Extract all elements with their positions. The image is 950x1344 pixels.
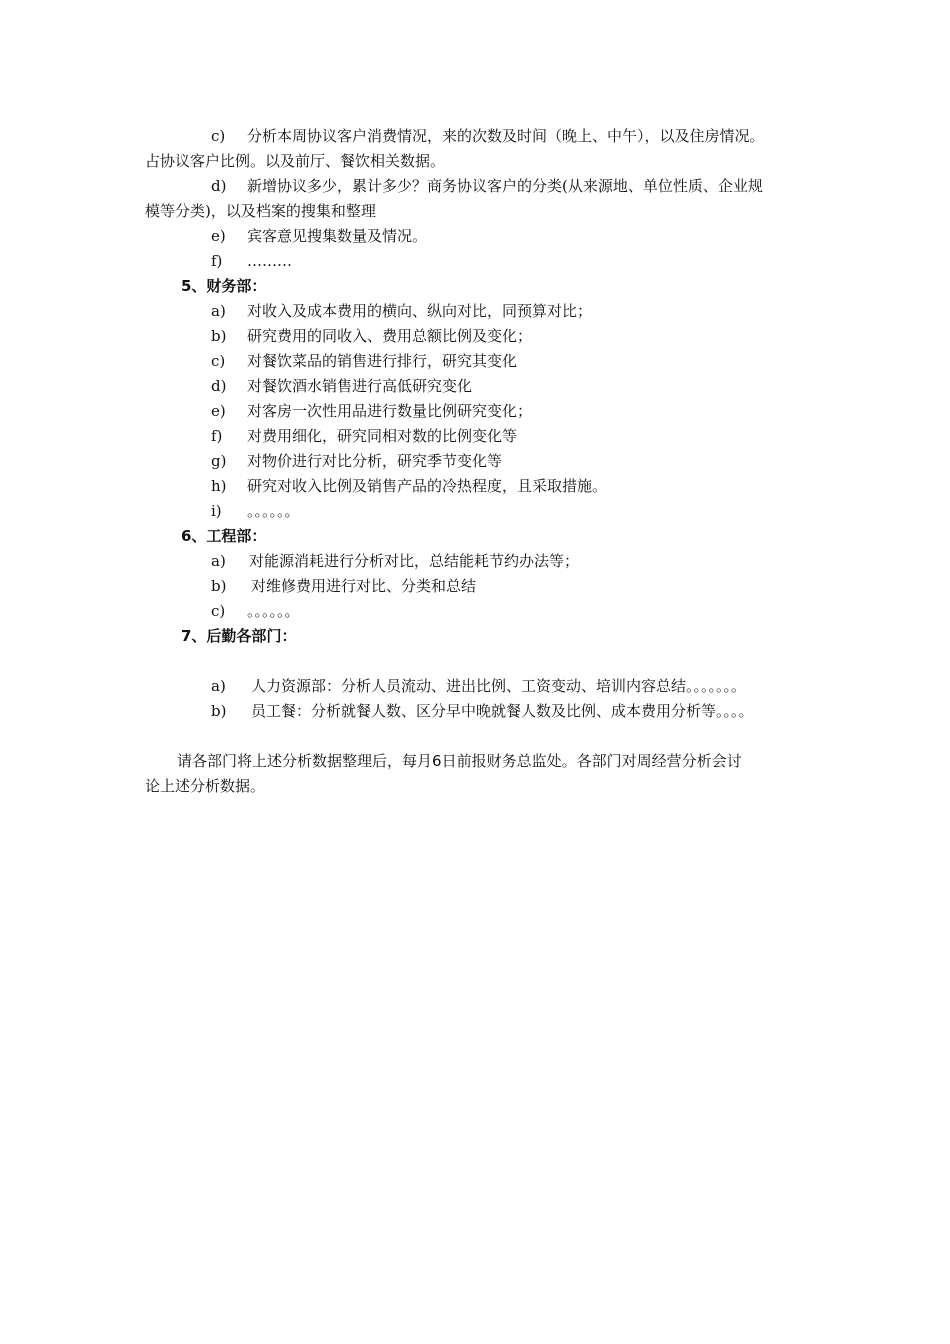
- list-marker: c): [211, 352, 226, 370]
- list-marker: b): [211, 327, 227, 345]
- list-text: 对费用细化，研究同相对数的比例变化等: [247, 427, 518, 445]
- list-marker: g): [211, 452, 227, 470]
- list-marker: a): [211, 677, 226, 695]
- list-text: 对物价进行对比分析，研究季节变化等: [247, 452, 503, 470]
- list-text: 对能源消耗进行分析对比，总结能耗节约办法等；: [249, 552, 580, 570]
- list-text: 分析本周协议客户消费情况，来的次数及时间（晚上、中午），以及住房情况。: [247, 127, 765, 145]
- list-text: 员工餐：分析就餐人数、区分早中晚就餐人数及比例、成本费用分析等。。。。: [251, 702, 754, 720]
- list-marker: b): [211, 702, 227, 720]
- list-text: 对餐饮菜品的销售进行排行，研究其变化: [247, 352, 518, 370]
- list-item-continuation: 占协议客户比例。以及前厅、餐饮相关数据。: [145, 152, 446, 170]
- list-text: 对收入及成本费用的横向、纵向对比，同预算对比；: [247, 302, 593, 320]
- closing-text-a: 请各部门将上述分析数据整理后，每月: [177, 752, 433, 770]
- list-marker: i): [211, 502, 222, 520]
- list-text: 新增协议多少，累计多少？商务协议客户的分类(从来源地、单位性质、企业规: [247, 177, 763, 195]
- list-marker: f): [211, 252, 223, 270]
- list-marker: e): [211, 227, 226, 245]
- list-text: 。。。。。。: [247, 502, 300, 520]
- list-text: 对餐饮酒水销售进行高低研究变化: [247, 377, 473, 395]
- section-heading-logistics: 7、后勤各部门：: [181, 627, 297, 645]
- list-marker: e): [211, 402, 226, 420]
- list-marker: f): [211, 427, 223, 445]
- closing-day-number: 6: [432, 752, 442, 770]
- closing-paragraph-line1: [177, 751, 742, 771]
- closing-paragraph-line2: 论上述分析数据。: [145, 777, 266, 795]
- list-text: 对维修费用进行对比、分类和总结: [251, 577, 477, 595]
- list-marker: d): [211, 177, 227, 195]
- list-text: 人力资源部：分析人员流动、进出比例、工资变动、培训内容总结。。。。。。。: [251, 677, 747, 695]
- list-text: 研究对收入比例及销售产品的冷热程度，且采取措施。: [247, 477, 608, 495]
- list-item-continuation: 模等分类)，以及档案的搜集和整理: [145, 202, 376, 220]
- list-text: ………: [247, 252, 292, 270]
- list-marker: h): [211, 477, 227, 495]
- list-marker: b): [211, 577, 227, 595]
- list-text: 宾客意见搜集数量及情况。: [247, 227, 428, 245]
- section-heading-engineering: 6、工程部：: [181, 527, 267, 545]
- list-marker: a): [211, 552, 226, 570]
- list-text: 。。。。。。: [247, 602, 300, 620]
- list-text: 对客房一次性用品进行数量比例研究变化；: [247, 402, 533, 420]
- list-marker: c): [211, 127, 226, 145]
- list-marker: d): [211, 377, 227, 395]
- section-heading-finance: 5、财务部：: [181, 277, 267, 295]
- list-marker: a): [211, 302, 226, 320]
- closing-text-b: 日前报财务总监处。各部门对周经营分析会讨: [441, 752, 742, 770]
- list-text: 研究费用的同收入、费用总额比例及变化；: [247, 327, 533, 345]
- list-marker: c): [211, 602, 226, 620]
